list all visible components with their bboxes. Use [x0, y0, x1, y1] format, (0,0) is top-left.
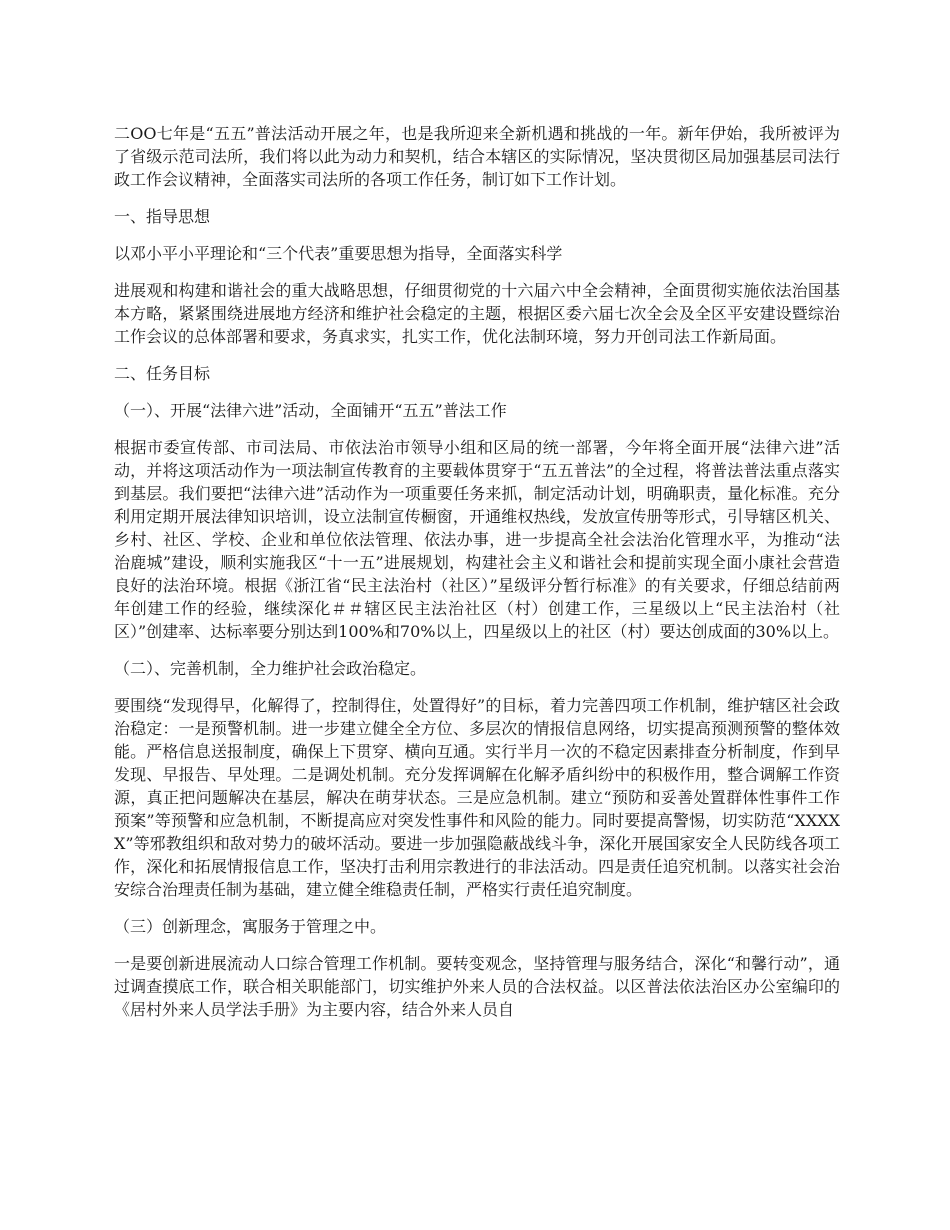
- guiding-ideology-line: 以邓小平小平理论和“三个代表”重要思想为指导，全面落实科学: [114, 244, 563, 263]
- law-six-entries-paragraph: 根据市委宣传部、市司法局、市依法治市领导小组和区局的统一部署，今年将全面开展“法律六进”活动，并将这项活动作为一项法制宣传教育的主要载体贯穿于“五五普法”的全过程，将普法普法重点落实到基层。我们要把“法律六进”活动作为一项重要任务来抓，制定活动计划，明确职责，量化标准。充分利用定期开展法律知识培训，设立法制宣传橱窗，开通维权热线，发放宣传册等形式，引导辖区机关、乡村、社区、学校、企业和单位依法管理、依法办事，进一步提高全社会法治化管理水平，为推动“法治鹿城”建设，顺利实施我区“十一五”进展规划，构建社会主义和谐社会和提前实现全面小康社会营造良好的法治环境。根据《浙江省“民主法治村（社区）”星级评分暂行标准》的有关要求，仔细总结前两年创建工作的经验，继续深化＃＃辖区民主法治社区（村）创建工作，三星级以上“民主法治村（社区）”创建率、达标率要分别达到100%和70%以上，四星级以上的社区（村）要达创成面的30%以上。: [114, 438, 840, 641]
- section-heading-task-goals: 二、任务目标: [114, 364, 211, 383]
- subheading-improve-mechanisms: （二）、完善机制，全力维护社会政治稳定。: [114, 659, 427, 678]
- subheading-law-six-entries: （一）、开展“法律六进”活动，全面铺开“五五”普法工作: [114, 401, 507, 420]
- section-heading-guiding-ideology: 一、指导思想: [114, 207, 211, 226]
- guiding-ideology-paragraph: 进展观和构建和谐社会的重大战略思想，仔细贯彻党的十六届六中全会精神，全面贯彻实施依法治国基本方略，紧紧围绕进展地方经济和维护社会稳定的主题，根据区委六届七次全会及全区平安建设暨综治工作会议的总体部署和要求，务真求实，扎实工作，优化法制环境，努力开创司法工作新局面。: [114, 281, 840, 346]
- document-body: [114, 122, 840, 1035]
- improve-mechanisms-paragraph: 要围绕“发现得早，化解得了，控制得住，处置得好”的目标，着力完善四项工作机制，维护辖区社会政治稳定：一是预警机制。进一步建立健全全方位、多层次的情报信息网络，切实提高预测预警的整体效能。严格信息送报制度，确保上下贯穿、横向互通。实行半月一次的不稳定因素排查分析制度，作到早发现、早报告、早处理。二是调处机制。充分发挥调解在化解矛盾纠纷中的积极作用，整合调解工作资源，真正把问题解决在基层，解决在萌芽状态。三是应急机制。建立“预防和妥善处置群体性事件工作预案”等预警和应急机制，不断提高应对突发性事件和风险的能力。同时要提高警惕，切实防范“XXXXX”等邪教组织和敌对势力的破坏活动。要进一步加强隐蔽战线斗争，深化开展国家安全人民防线各项工作，深化和拓展情报信息工作，坚决打击利用宗教进行的非法活动。四是责任追究机制。以落实社会治安综合治理责任制为基础，建立健全维稳责任制，严格实行责任追究制度。: [114, 696, 840, 899]
- subheading-innovate-concepts: （三）创新理念，寓服务于管理之中。: [114, 917, 387, 936]
- innovate-concepts-paragraph: 一是要创新进展流动人口综合管理工作机制。要转变观念，坚持管理与服务结合，深化“和馨行动”，通过调查摸底工作，联合相关职能部门，切实维护外来人员的合法权益。以区普法依法治区办公室编印的《居村外来人员学法手册》为主要内容，结合外来人员自: [114, 954, 840, 1019]
- intro-paragraph: 二OO七年是“五五”普法活动开展之年，也是我所迎来全新机遇和挑战的一年。新年伊始，我所被评为了省级示范司法所，我们将以此为动力和契机，结合本辖区的实际情况，坚决贯彻区局加强基层司法行政工作会议精神，全面落实司法所的各项工作任务，制订如下工作计划。: [114, 124, 840, 189]
